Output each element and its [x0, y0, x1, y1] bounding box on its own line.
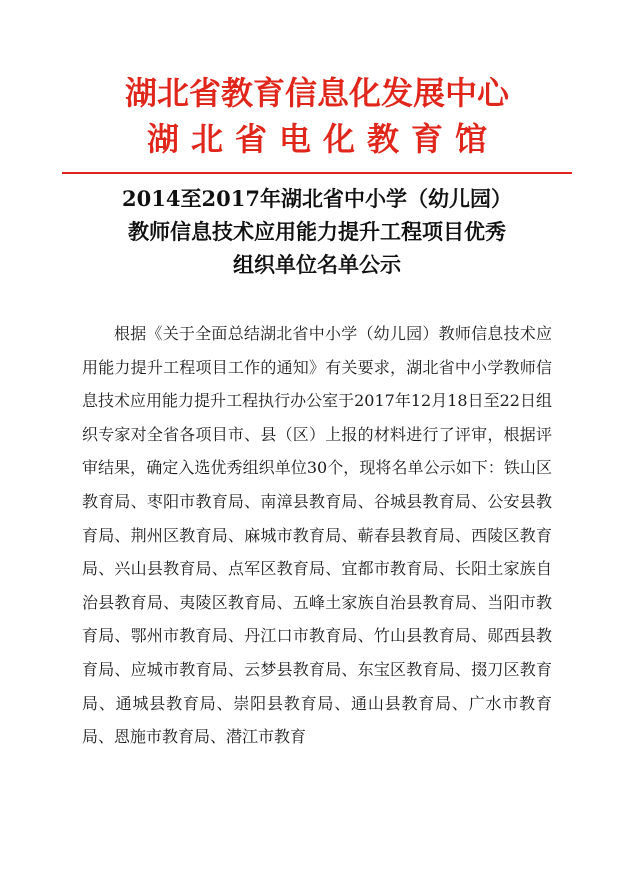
title-line1: 2014至2017年湖北省中小学（幼儿园）: [122, 186, 512, 211]
letterhead: [0, 70, 634, 162]
document-title: [0, 182, 634, 281]
letterhead-divider: [62, 172, 572, 174]
org-name-line2: 湖北省电化教育馆: [146, 120, 499, 158]
title-line3: 组织单位名单公示: [233, 252, 401, 277]
title-line2: 教师信息技术应用能力提升工程项目优秀: [128, 219, 506, 244]
body-paragraph: 根据《关于全面总结湖北省中小学（幼儿园）教师信息技术应用能力提升工程项目工作的通知》有关要求，湖北省中小学教师信息技术应用能力提升工程执行办公室于2017年12月18日至22日组织专家对全省各项目市、县（区）上报的材料进行了评审，根据评审结果，确定入选优秀组织单位30个，现将名单公示如下：铁山区教育局、枣阳市教育局、南漳县教育局、谷城县教育局、公安县教育局、荆州区教育局、麻城市教育局、蕲春县教育局、西陵区教育局、兴山县教育局、点军区教育局、宜都市教育局、长阳土家族自治县教育局、夷陵区教育局、五峰土家族自治县教育局、当阳市教育局、鄂州市教育局、丹江口市教育局、竹山县教育局、郧西县教育局、应城市教育局、云梦县教育局、东宝区教育局、掇刀区教育局、通城县教育局、崇阳县教育局、通山县教育局、广水市教育局、恩施市教育局、潜江市教育: [82, 324, 552, 747]
org-name-line1: 湖北省教育信息化发展中心: [124, 74, 509, 112]
